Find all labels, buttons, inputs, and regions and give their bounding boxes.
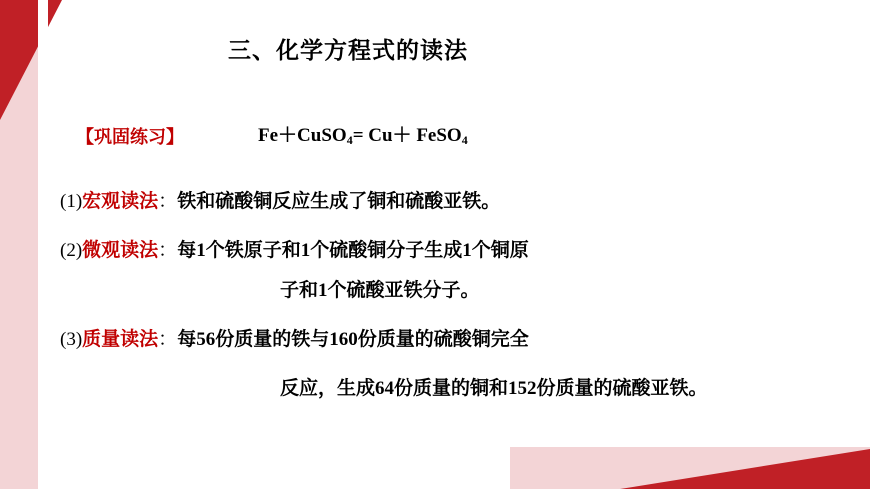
item-2-colon: ： (158, 240, 178, 261)
item-3-label: 质量读法 (82, 329, 159, 350)
item-3-colon: ： (158, 329, 178, 350)
item-1-label: 宏观读法 (82, 191, 159, 212)
reading-item-2 (60, 235, 529, 262)
decoration-left-white-gap (38, 0, 48, 489)
item-2-text: 每1个铁原子和1个硫酸铜分子生成1个铜原 (177, 240, 529, 261)
equation-subscript-1: 4 (346, 133, 353, 147)
item-3-number: (3) (60, 329, 83, 350)
item-3-text: 每56份质量的铁与160份质量的硫酸铜完全 (177, 329, 529, 350)
equation-part-1: Fe＋CuSO (258, 125, 347, 146)
item-2-label: 微观读法 (82, 240, 159, 261)
slide-content (48, 0, 870, 489)
item-2-continuation: 子和1个硫酸亚铁分子。 (280, 280, 480, 301)
item-1-colon: ： (158, 191, 178, 212)
item-3-continuation: 反应，生成64份质量的铜和152份质量的硫酸亚铁。 (280, 378, 708, 399)
item-2-number: (2) (60, 240, 83, 261)
chemical-equation (258, 122, 508, 154)
equation-part-3: FeSO (416, 125, 462, 146)
slide-title: 三、化学方程式的读法 (228, 38, 468, 63)
reading-item-1 (60, 186, 500, 213)
practice-label: 【巩固练习】 (76, 127, 184, 147)
equation-part-2: = Cu＋ (352, 125, 412, 146)
item-1-text: 铁和硫酸铜反应生成了铜和硫酸亚铁。 (177, 191, 501, 212)
item-1-number: (1) (60, 191, 83, 212)
reading-item-3 (60, 324, 529, 351)
equation-subscript-2: 4 (461, 133, 468, 147)
